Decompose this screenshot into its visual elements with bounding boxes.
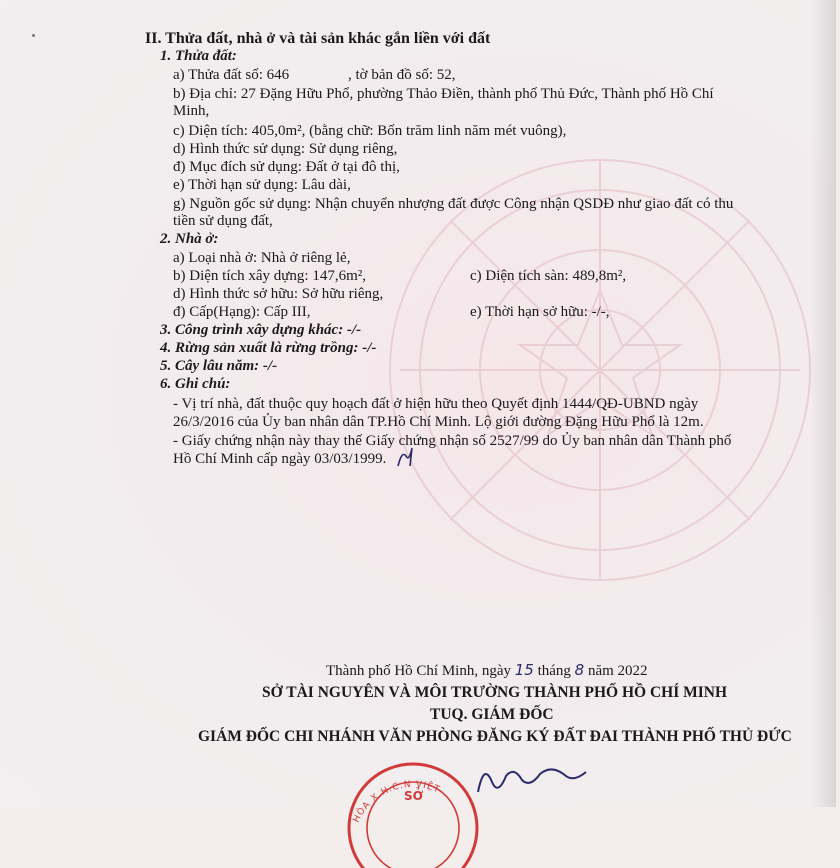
land-origin-line2: tiền sử dụng đất,: [173, 213, 273, 229]
issue-date-month: 8: [574, 661, 585, 679]
issue-date: [326, 661, 648, 680]
scan-speck: [32, 34, 35, 37]
issue-date-day: 15: [514, 661, 534, 679]
land-use-term: e) Thời hạn sử dụng: Lâu dài,: [173, 177, 351, 193]
land-area: c) Diện tích: 405,0m², (bằng chữ: Bốn trăm linh năm mét vuông),: [173, 123, 567, 139]
house-type: a) Loại nhà ở: Nhà ở riêng lẻ,: [173, 250, 351, 266]
note-line1: - Vị trí nhà, đất thuộc quy hoạch đất ở hiện hữu theo Quyết định 1444/QĐ-UBND ngày: [173, 396, 699, 412]
house-ownership-form: d) Hình thức sở hữu: Sở hữu riêng,: [173, 286, 384, 302]
perennial-trees: 5. Cây lâu năm: -/-: [160, 358, 278, 374]
issue-date-month-label: tháng: [537, 663, 571, 679]
house-floor-area: c) Diện tích sàn: 489,8m²,: [470, 268, 627, 284]
note-line4: Hồ Chí Minh cấp ngày 03/03/1999.: [173, 451, 387, 467]
land-heading: 1. Thửa đất:: [160, 48, 237, 64]
issuing-department: SỞ TÀI NGUYÊN VÀ MÔI TRƯỜNG THÀNH PHỐ HỒ CHÍ MINH: [262, 684, 728, 701]
note-line2: 26/3/2016 của Ủy ban nhân dân TP.Hồ Chí Minh. Lộ giới đường Đặng Hữu Phổ là 12m.: [173, 414, 704, 430]
land-use-form: d) Hình thức sử dụng: Sử dụng riêng,: [173, 141, 398, 157]
issue-date-prefix: Thành phố Hồ Chí Minh, ngày: [326, 663, 511, 679]
notes-heading: 6. Ghi chú:: [160, 376, 231, 392]
note-line3: - Giấy chứng nhận này thay thế Giấy chứng nhận số 2527/99 do Ủy ban nhân dân Thành phố: [173, 433, 732, 449]
seal-arc-text: HÒA X.H.C.N VIỆT: [351, 779, 442, 825]
house-ownership-term: e) Thời hạn sở hữu: -/-,: [470, 304, 610, 320]
section-title: II. Thửa đất, nhà ở và tài sản khác gắn liền với đất: [145, 30, 491, 47]
land-use-purpose: đ) Mục đích sử dụng: Đất ở tại đô thị,: [173, 159, 400, 175]
handwritten-mark-icon: [396, 446, 416, 470]
land-map-sheet: , tờ bản đồ số: 52,: [348, 67, 456, 83]
signature: [470, 752, 590, 802]
house-heading: 2. Nhà ở:: [160, 231, 219, 247]
official-red-seal: [338, 748, 488, 868]
land-origin-line1: g) Nguồn gốc sử dụng: Nhận chuyển nhượng đất được Công nhận QSDĐ như giao đất có thu: [173, 196, 734, 212]
watermark-emblem: [360, 90, 840, 650]
other-construction: 3. Công trình xây dựng khác: -/-: [160, 322, 362, 338]
scan-edge-shadow: [810, 0, 836, 807]
issue-date-year: năm 2022: [587, 663, 648, 679]
planted-forest: 4. Rừng sản xuất là rừng trồng: -/-: [160, 340, 377, 356]
land-address-line2: Minh,: [173, 103, 210, 119]
land-parcel-number: a) Thửa đất số: 646: [173, 67, 290, 83]
house-grade: đ) Cấp(Hạng): Cấp III,: [173, 304, 311, 320]
seal-center-text: SỞ: [404, 789, 424, 803]
land-address-line1: b) Địa chỉ: 27 Đặng Hữu Phổ, phường Thảo Điền, thành phố Thủ Đức, Thành phố Hồ Chí: [173, 86, 714, 102]
house-build-area: b) Diện tích xây dựng: 147,6m²,: [173, 268, 367, 284]
signing-authority: TUQ. GIÁM ĐỐC: [430, 706, 554, 723]
branch-director-title: GIÁM ĐỐC CHI NHÁNH VĂN PHÒNG ĐĂNG KÝ ĐẤT ĐAI THÀNH PHỐ THỦ ĐỨC: [198, 728, 792, 745]
